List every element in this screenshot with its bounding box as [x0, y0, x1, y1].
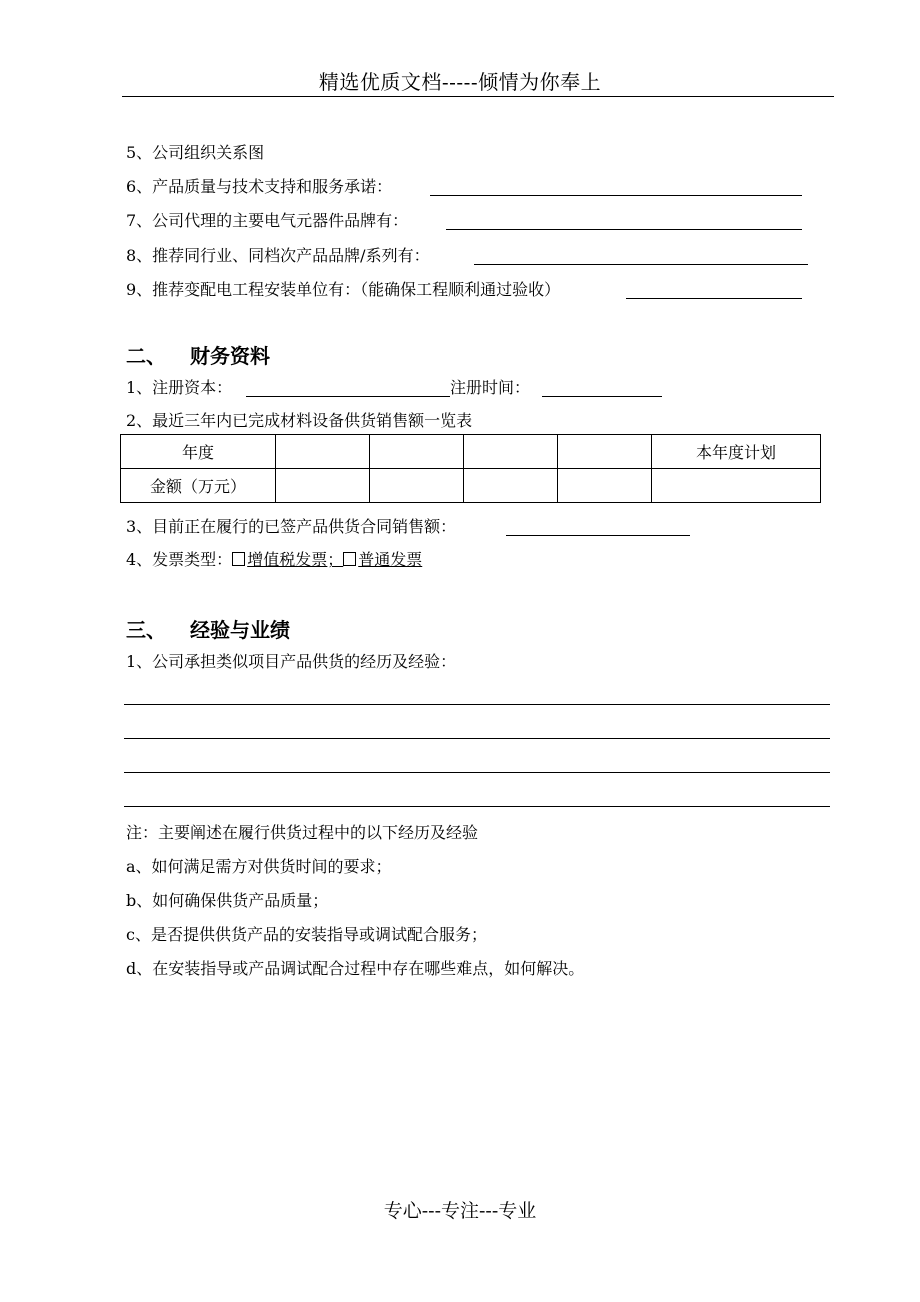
list-item: b、如何确保供货产品质量；	[126, 891, 329, 910]
section-finance-number: 二、	[126, 344, 166, 368]
amount-cell[interactable]	[558, 469, 652, 503]
amount-cell[interactable]	[276, 469, 370, 503]
header-rule	[122, 96, 834, 97]
experience-answer-line[interactable]	[124, 704, 830, 705]
table-row	[121, 435, 821, 469]
item-installers-label: 9、推荐变配电工程安装单位有：（能确保工程顺利通过验收）	[126, 280, 561, 299]
item-brands-label: 7、公司代理的主要电气元器件品牌有：	[126, 211, 409, 230]
normal-invoice-checkbox[interactable]	[343, 552, 356, 566]
installers-blank[interactable]	[626, 298, 802, 299]
sales-table	[120, 434, 821, 503]
item-recommended-brands	[126, 245, 430, 267]
list-item: d、在安装指导或产品调试配合过程中存在哪些难点，如何解决。	[126, 959, 585, 978]
year-cell[interactable]	[558, 435, 652, 469]
section-experience-number: 三、	[126, 618, 166, 642]
list-item: c、是否提供供货产品的安装指导或调试配合服务；	[126, 925, 487, 944]
item-recommended-brands-label: 8、推荐同行业、同档次产品品牌/系列有：	[126, 246, 430, 265]
normal-invoice-label: 普通发票	[358, 550, 423, 569]
section-experience-title: 经验与业绩	[190, 618, 290, 642]
section-experience-heading	[126, 614, 290, 643]
experience-note: 注：主要阐述在履行供货过程中的以下经历及经验	[126, 823, 479, 842]
list-item: a、如何满足需方对供货时间的要求；	[126, 857, 392, 876]
contract-sales-blank[interactable]	[506, 535, 690, 536]
contract-sales-label: 3、目前正在履行的已签产品供货合同销售额：	[126, 517, 457, 536]
vat-invoice-checkbox[interactable]	[232, 552, 245, 566]
contract-sales-row	[126, 516, 456, 538]
vat-invoice-label: 增值税发票	[247, 550, 328, 569]
page-header: 精选优质文档-----倾情为你奉上	[318, 70, 602, 94]
quality-commitment-blank[interactable]	[430, 195, 802, 196]
invoice-type-row	[126, 549, 422, 571]
experience-item-1: 1、公司承担类似项目产品供货的经历及经验：	[126, 652, 457, 671]
invoice-separator: ；	[327, 550, 344, 569]
year-cell[interactable]	[276, 435, 370, 469]
year-header-cell: 年度	[121, 435, 276, 469]
year-cell[interactable]	[370, 435, 464, 469]
reg-time-label: 注册时间：	[450, 378, 531, 397]
plan-amount-cell[interactable]	[652, 469, 821, 503]
experience-answer-line[interactable]	[124, 738, 830, 739]
amount-cell[interactable]	[464, 469, 558, 503]
page-footer: 专心---专注---专业	[383, 1200, 537, 1222]
experience-answer-line[interactable]	[124, 806, 830, 807]
item-installers	[126, 279, 560, 301]
item-quality-commitment	[126, 176, 392, 198]
table-row	[121, 469, 821, 503]
item-org-chart: 5、公司组织关系图	[126, 143, 265, 162]
reg-time-blank[interactable]	[542, 396, 662, 397]
item-brands	[126, 210, 408, 232]
sales-table-label: 2、最近三年内已完成材料设备供货销售额一览表	[126, 411, 473, 430]
recommended-brands-blank[interactable]	[474, 264, 808, 265]
reg-capital-blank[interactable]	[246, 396, 450, 397]
amount-header-cell: 金额（万元）	[121, 469, 276, 503]
experience-answer-line[interactable]	[124, 772, 830, 773]
reg-capital-label: 1、注册资本：	[126, 378, 233, 397]
section-finance-heading	[126, 340, 270, 369]
reg-capital-row	[126, 377, 232, 399]
brands-blank[interactable]	[446, 229, 802, 230]
invoice-type-label: 4、发票类型：	[126, 550, 233, 569]
invoice-options	[232, 550, 422, 569]
amount-cell[interactable]	[370, 469, 464, 503]
plan-header-cell: 本年度计划	[652, 435, 821, 469]
section-finance-title: 财务资料	[190, 344, 270, 368]
item-quality-commitment-label: 6、产品质量与技术支持和服务承诺：	[126, 177, 393, 196]
year-cell[interactable]	[464, 435, 558, 469]
